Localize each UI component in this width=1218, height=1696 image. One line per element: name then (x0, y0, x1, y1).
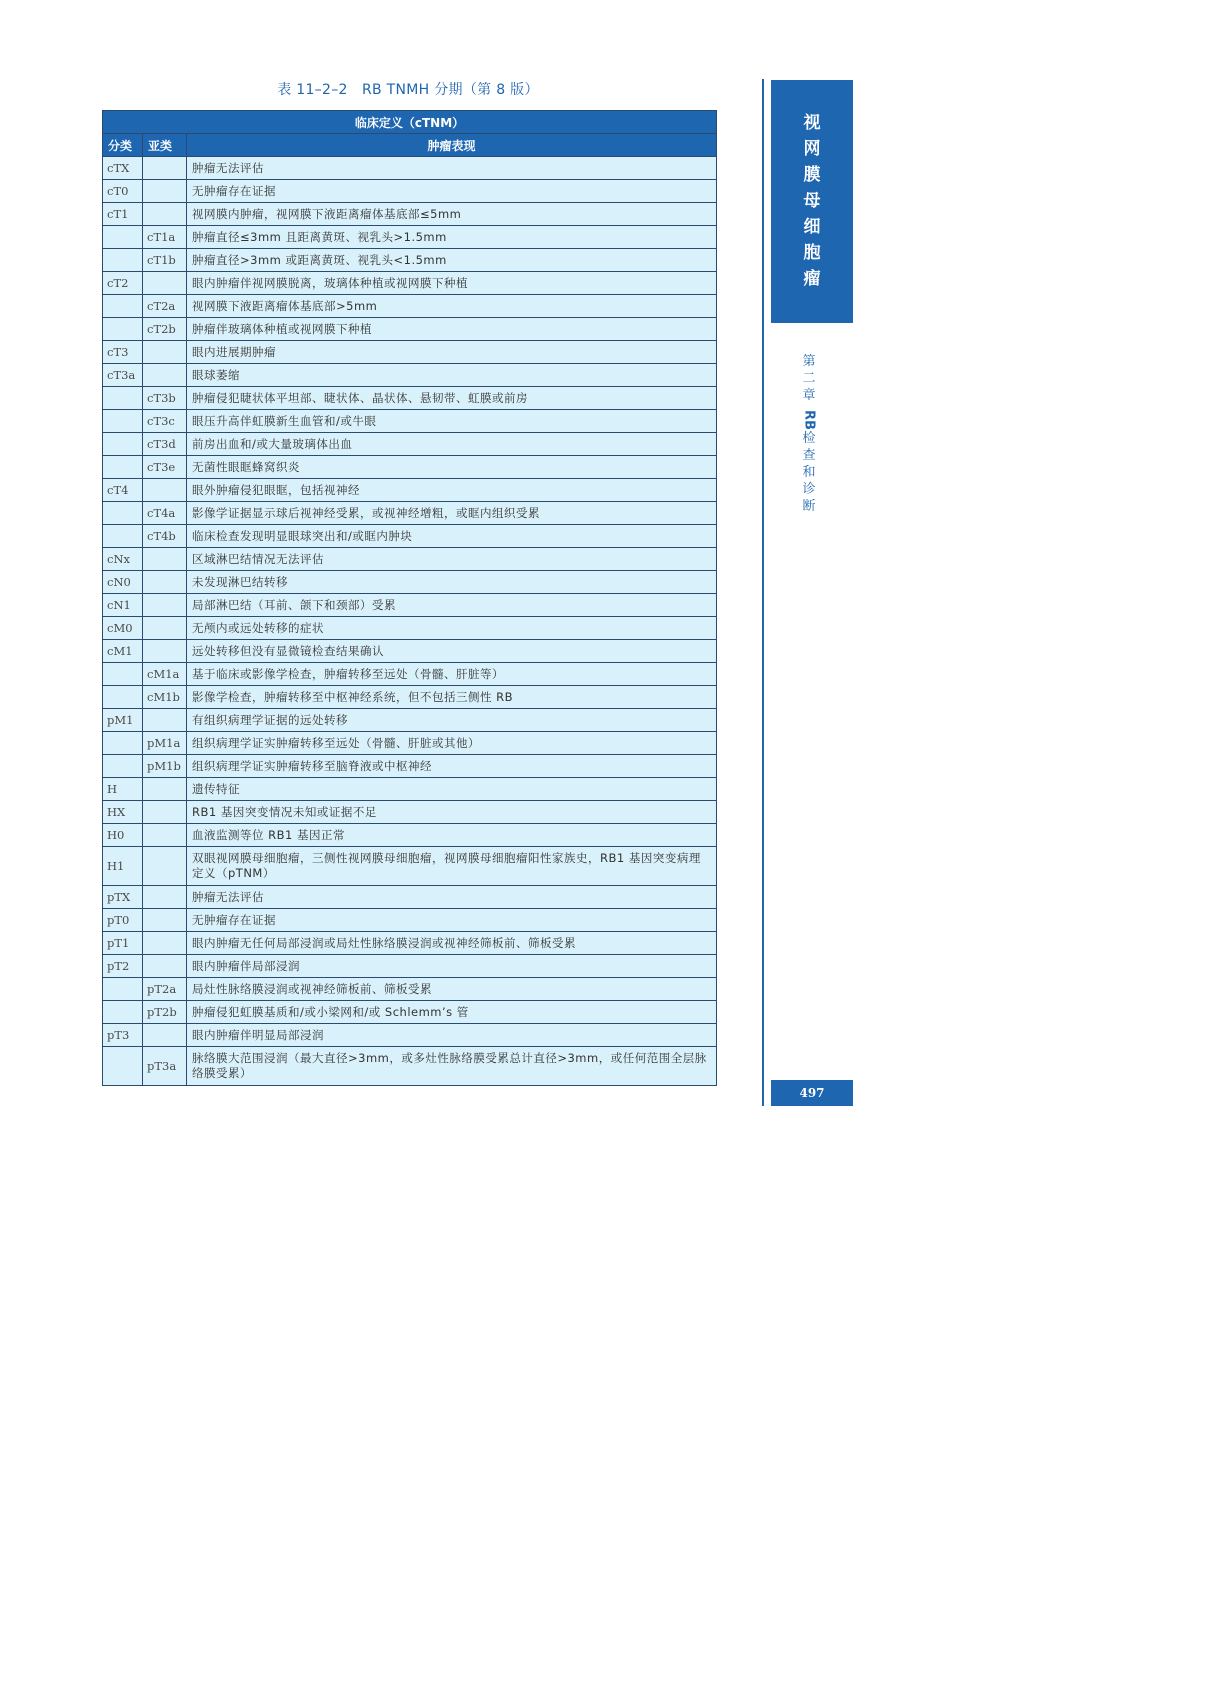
cell-category: pT1 (103, 932, 143, 955)
cell-subcategory: pM1a (143, 732, 187, 755)
table-row (103, 755, 717, 778)
cell-description: 眼内肿瘤无任何局部浸润或局灶性脉络膜浸润或视神经筛板前、筛板受累 (187, 932, 717, 955)
cell-category: cT2 (103, 272, 143, 295)
table-row (103, 1047, 717, 1086)
cell-category (103, 410, 143, 433)
cell-description: 组织病理学证实肿瘤转移至脑脊液或中枢神经 (187, 755, 717, 778)
table-row (103, 226, 717, 249)
cell-category: pT2 (103, 955, 143, 978)
table-row (103, 617, 717, 640)
cell-description: 肿瘤伴玻璃体种植或视网膜下种植 (187, 318, 717, 341)
cell-category: pTX (103, 886, 143, 909)
table-row (103, 932, 717, 955)
table-caption: 表 11–2–2 RB TNMH 分期（第 8 版） (277, 82, 539, 98)
cell-category: cM0 (103, 617, 143, 640)
cell-description: 遗传特征 (187, 778, 717, 801)
cell-category: cT1 (103, 203, 143, 226)
cell-subcategory (143, 1024, 187, 1047)
cell-subcategory: cT4b (143, 525, 187, 548)
table-row (103, 341, 717, 364)
cell-subcategory: pT2b (143, 1001, 187, 1024)
cell-category (103, 226, 143, 249)
cell-category: cT0 (103, 180, 143, 203)
cell-subcategory: cT2a (143, 295, 187, 318)
cell-description: 无颅内或远处转移的症状 (187, 617, 717, 640)
cell-description: 组织病理学证实肿瘤转移至远处（骨髓、肝脏或其他） (187, 732, 717, 755)
cell-subcategory (143, 617, 187, 640)
cell-description: 眼压升高伴虹膜新生血管和/或牛眼 (187, 410, 717, 433)
cell-subcategory: cT4a (143, 502, 187, 525)
table-row (103, 502, 717, 525)
cell-subcategory (143, 548, 187, 571)
cell-category: cNx (103, 548, 143, 571)
table-row (103, 180, 717, 203)
cell-description: 区域淋巴结情况无法评估 (187, 548, 717, 571)
cell-description: 前房出血和/或大量玻璃体出血 (187, 433, 717, 456)
cell-subcategory (143, 932, 187, 955)
table-row (103, 525, 717, 548)
cell-subcategory (143, 364, 187, 387)
cell-subcategory (143, 847, 187, 886)
cell-category (103, 318, 143, 341)
cell-subcategory (143, 778, 187, 801)
table-row (103, 1001, 717, 1024)
table-row (103, 663, 717, 686)
table-row (103, 387, 717, 410)
sidebar-divider-line (762, 79, 764, 1106)
table-row (103, 479, 717, 502)
table-row (103, 571, 717, 594)
cell-subcategory (143, 203, 187, 226)
table-row (103, 157, 717, 180)
tnmh-staging-table (102, 110, 717, 1086)
cell-category (103, 295, 143, 318)
cell-subcategory (143, 909, 187, 932)
cell-category: pM1 (103, 709, 143, 732)
cell-subcategory: cT3e (143, 456, 187, 479)
cell-description: 局部淋巴结（耳前、颌下和颈部）受累 (187, 594, 717, 617)
tnmh-table-container (102, 110, 716, 1086)
cell-category: cT3 (103, 341, 143, 364)
cell-description: 基于临床或影像学检查，肿瘤转移至远处（骨髓、肝脏等） (187, 663, 717, 686)
cell-category: H1 (103, 847, 143, 886)
cell-description: 肿瘤无法评估 (187, 886, 717, 909)
cell-subcategory (143, 955, 187, 978)
cell-description: RB1 基因突变情况未知或证据不足 (187, 801, 717, 824)
cell-description: 眼内肿瘤伴明显局部浸润 (187, 1024, 717, 1047)
cell-subcategory (143, 824, 187, 847)
cell-description: 眼外肿瘤侵犯眼眶，包括视神经 (187, 479, 717, 502)
cell-description: 无菌性眼眶蜂窝织炎 (187, 456, 717, 479)
cell-subcategory (143, 571, 187, 594)
cell-description: 影像学证据显示球后视神经受累，或视神经增粗，或眶内组织受累 (187, 502, 717, 525)
column-header-subcategory: 亚类 (143, 134, 187, 157)
cell-description: 视网膜下液距离瘤体基底部>5mm (187, 295, 717, 318)
cell-subcategory: cT3c (143, 410, 187, 433)
cell-description: 肿瘤直径>3mm 或距离黄斑、视乳头<1.5mm (187, 249, 717, 272)
cell-description: 远处转移但没有显微镜检查结果确认 (187, 640, 717, 663)
table-row (103, 686, 717, 709)
cell-category: cTX (103, 157, 143, 180)
cell-description: 眼球萎缩 (187, 364, 717, 387)
cell-subcategory (143, 341, 187, 364)
cell-description: 视网膜内肿瘤，视网膜下液距离瘤体基底部≤5mm (187, 203, 717, 226)
table-row (103, 909, 717, 932)
cell-subcategory (143, 801, 187, 824)
table-row (103, 886, 717, 909)
cell-description: 眼内肿瘤伴视网膜脱离，玻璃体种植或视网膜下种植 (187, 272, 717, 295)
table-row (103, 272, 717, 295)
table-row (103, 778, 717, 801)
table-row (103, 249, 717, 272)
cell-subcategory (143, 594, 187, 617)
cell-subcategory: cT3d (143, 433, 187, 456)
cell-subcategory: cT1b (143, 249, 187, 272)
cell-description: 肿瘤直径≤3mm 且距离黄斑、视乳头>1.5mm (187, 226, 717, 249)
cell-description: 肿瘤侵犯睫状体平坦部、睫状体、晶状体、悬韧带、虹膜或前房 (187, 387, 717, 410)
cell-subcategory: cT1a (143, 226, 187, 249)
cell-subcategory: cT2b (143, 318, 187, 341)
table-row (103, 295, 717, 318)
cell-subcategory (143, 640, 187, 663)
table-row (103, 318, 717, 341)
cell-category: HX (103, 801, 143, 824)
cell-category (103, 732, 143, 755)
table-row (103, 594, 717, 617)
cell-category (103, 502, 143, 525)
cell-description: 局灶性脉络膜浸润或视神经筛板前、筛板受累 (187, 978, 717, 1001)
table-row (103, 1024, 717, 1047)
cell-category: H (103, 778, 143, 801)
cell-description: 无肿瘤存在证据 (187, 180, 717, 203)
cell-category (103, 686, 143, 709)
cell-subcategory (143, 709, 187, 732)
cell-category: H0 (103, 824, 143, 847)
table-row (103, 433, 717, 456)
cell-description: 眼内肿瘤伴局部浸润 (187, 955, 717, 978)
cell-description: 肿瘤侵犯虹膜基质和/或小梁网和/或 Schlemm’s 管 (187, 1001, 717, 1024)
cell-category (103, 1047, 143, 1086)
table-row (103, 364, 717, 387)
table-row (103, 548, 717, 571)
page-number: 497 (771, 1080, 853, 1106)
cell-subcategory (143, 886, 187, 909)
table-row (103, 978, 717, 1001)
table-span-header: 临床定义（cTNM） (103, 111, 717, 134)
table-body (103, 157, 717, 1086)
table-row (103, 410, 717, 433)
cell-subcategory: cT3b (143, 387, 187, 410)
cell-subcategory: cM1b (143, 686, 187, 709)
cell-category: pT0 (103, 909, 143, 932)
cell-category (103, 525, 143, 548)
table-row (103, 824, 717, 847)
cell-description: 无肿瘤存在证据 (187, 909, 717, 932)
cell-description: 肿瘤无法评估 (187, 157, 717, 180)
cell-description: 影像学检查，肿瘤转移至中枢神经系统，但不包括三侧性 RB (187, 686, 717, 709)
column-header-category: 分类 (103, 134, 143, 157)
cell-description: 脉络膜大范围浸润（最大直径>3mm，或多灶性脉络膜受累总计直径>3mm，或任何范围全层脉络膜受累） (187, 1047, 717, 1086)
cell-category (103, 663, 143, 686)
cell-category (103, 387, 143, 410)
cell-description: 未发现淋巴结转移 (187, 571, 717, 594)
table-row (103, 640, 717, 663)
cell-description: 临床检查发现明显眼球突出和/或眶内肿块 (187, 525, 717, 548)
cell-category: pT3 (103, 1024, 143, 1047)
cell-subcategory: pT3a (143, 1047, 187, 1086)
table-row (103, 847, 717, 886)
cell-category (103, 433, 143, 456)
cell-subcategory: pM1b (143, 755, 187, 778)
table-row (103, 709, 717, 732)
table-row (103, 801, 717, 824)
cell-category: cN0 (103, 571, 143, 594)
cell-category (103, 755, 143, 778)
cell-category: cN1 (103, 594, 143, 617)
cell-subcategory (143, 272, 187, 295)
chapter-title-vertical: 第 二 章 RB 检 查 和 诊 断 (801, 354, 817, 514)
table-row (103, 456, 717, 479)
table-row (103, 955, 717, 978)
cell-subcategory: pT2a (143, 978, 187, 1001)
cell-subcategory (143, 180, 187, 203)
cell-category (103, 456, 143, 479)
cell-description: 眼内进展期肿瘤 (187, 341, 717, 364)
cell-category: cM1 (103, 640, 143, 663)
cell-category (103, 978, 143, 1001)
cell-description: 双眼视网膜母细胞瘤，三侧性视网膜母细胞瘤，视网膜母细胞瘤阳性家族史，RB1 基因突变病理定义（pTNM） (187, 847, 717, 886)
book-title-tab (771, 80, 853, 323)
column-header-description: 肿瘤表现 (187, 134, 717, 157)
cell-category: cT3a (103, 364, 143, 387)
cell-subcategory (143, 157, 187, 180)
cell-subcategory: cM1a (143, 663, 187, 686)
book-title-vertical: 视 网 膜 母 细 胞 瘤 (803, 113, 821, 289)
cell-description: 有组织病理学证据的远处转移 (187, 709, 717, 732)
cell-category: cT4 (103, 479, 143, 502)
cell-category (103, 1001, 143, 1024)
cell-description: 血液监测等位 RB1 基因正常 (187, 824, 717, 847)
table-row (103, 732, 717, 755)
cell-category (103, 249, 143, 272)
table-row (103, 203, 717, 226)
cell-subcategory (143, 479, 187, 502)
